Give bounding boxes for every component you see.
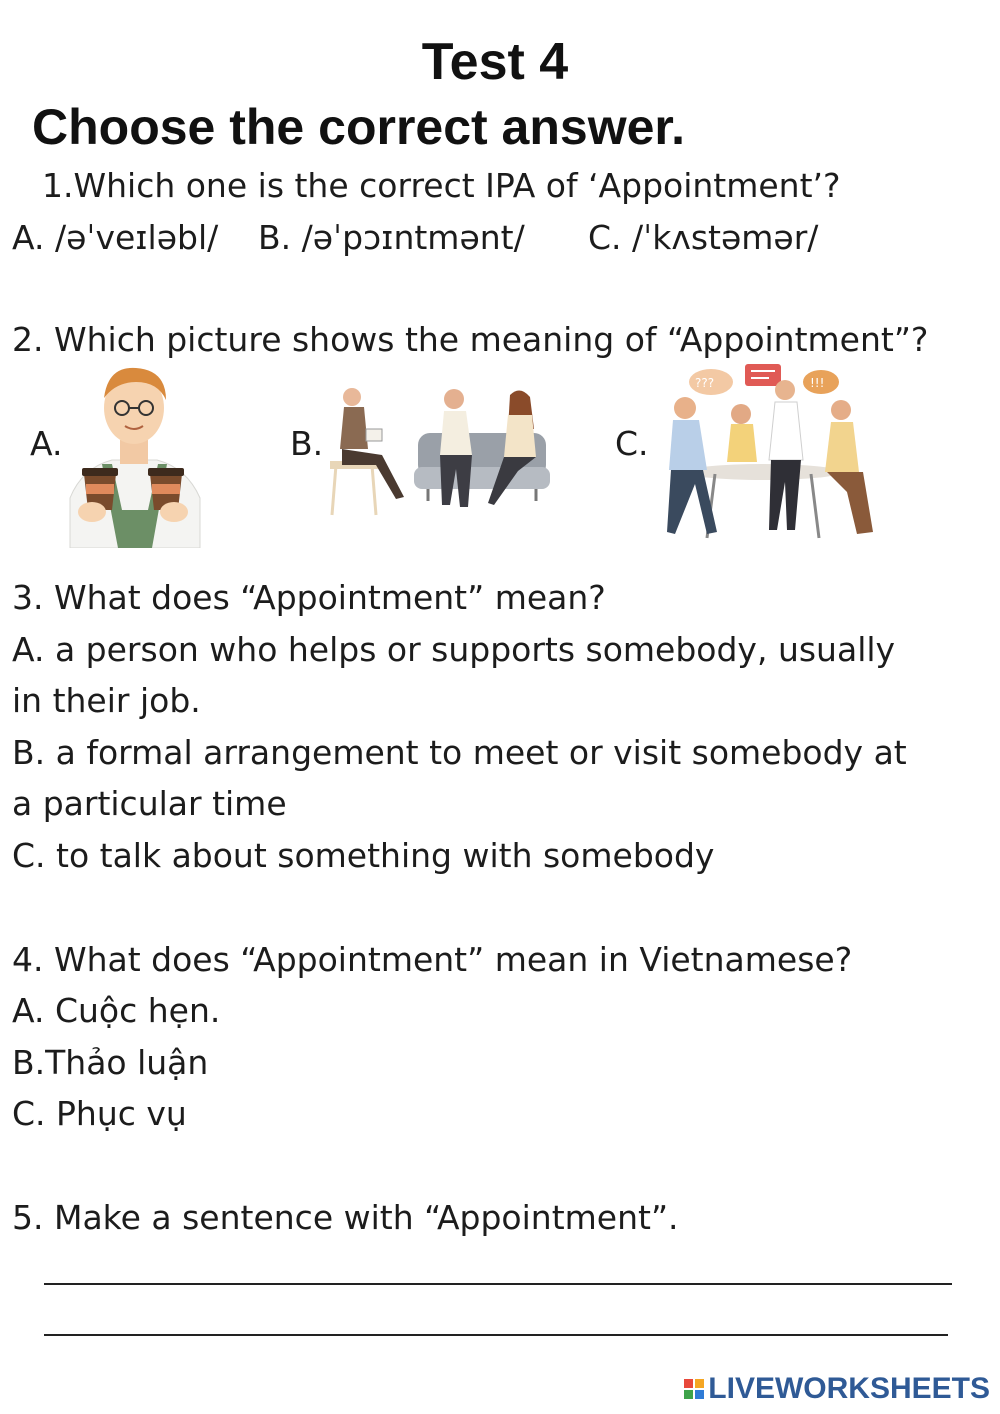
answer-line-1[interactable]: [44, 1283, 952, 1285]
answer-line-2[interactable]: [44, 1334, 948, 1336]
question-5: 5. Make a sentence with “Appointment”.: [12, 1198, 679, 1237]
logo-cell: [684, 1390, 693, 1399]
q2-option-b-label[interactable]: B.: [290, 424, 324, 463]
q3-option-c[interactable]: C. to talk about something with somebody: [12, 836, 715, 875]
discussion-picture[interactable]: [645, 362, 885, 544]
q4-option-c[interactable]: C. Phục vụ: [12, 1094, 187, 1133]
barista-picture[interactable]: [62, 360, 207, 548]
liveworksheets-logo: [684, 1372, 990, 1406]
q4-option-b[interactable]: B.Thảo luận: [12, 1043, 209, 1082]
question-bubble-text: ???: [695, 376, 715, 390]
logo-cell: [695, 1379, 704, 1388]
q3-option-a-cont: in their job.: [12, 681, 201, 720]
logo-cell: [695, 1390, 704, 1399]
instruction-heading: Choose the correct answer.: [32, 99, 686, 155]
q1-option-c[interactable]: C. /ˈkʌstəmər/: [588, 218, 819, 257]
exclamation-bubble-text: !!!: [810, 376, 825, 390]
q1-option-a[interactable]: A. /əˈveɪləbl/: [12, 218, 219, 257]
brand-text: LIVEWORKSHEETS: [708, 1372, 990, 1405]
question-1: 1.Which one is the correct IPA of ‘Appointment’?: [42, 166, 841, 205]
logo-cell: [684, 1379, 693, 1388]
question-4: 4. What does “Appointment” mean in Vietnamese?: [12, 940, 853, 979]
q3-option-a[interactable]: A. a person who helps or supports somebody, usually: [12, 630, 896, 669]
logo-grid-icon: [684, 1379, 704, 1399]
q2-option-c-label[interactable]: C.: [615, 424, 649, 463]
question-3: 3. What does “Appointment” mean?: [12, 578, 606, 617]
q1-option-b[interactable]: B. /əˈpɔɪntmənt/: [258, 218, 525, 257]
q3-option-b-cont: a particular time: [12, 784, 287, 823]
q4-option-a[interactable]: A. Cuộc hẹn.: [12, 991, 221, 1030]
q3-option-b[interactable]: B. a formal arrangement to meet or visit somebody at: [12, 733, 907, 772]
meeting-picture[interactable]: [322, 385, 552, 517]
q2-option-a-label[interactable]: A.: [30, 424, 63, 463]
test-title: Test 4: [421, 33, 569, 91]
question-2: 2. Which picture shows the meaning of “Appointment”?: [12, 320, 929, 359]
